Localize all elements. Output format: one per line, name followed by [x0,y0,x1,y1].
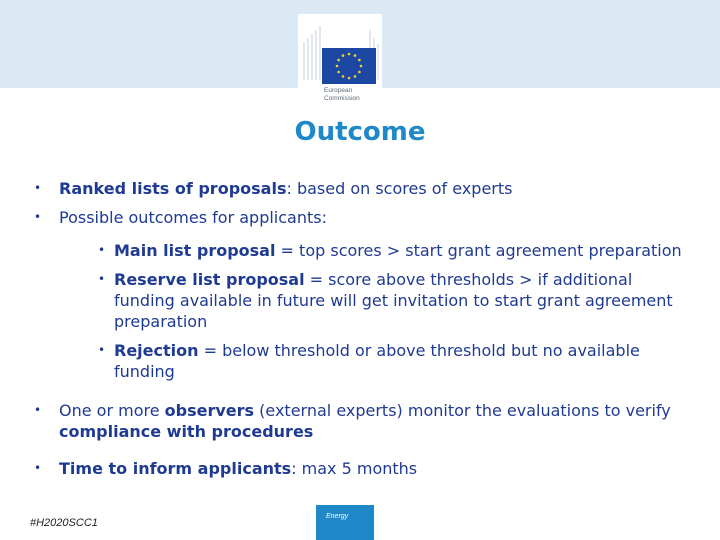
emphasis-text: Reserve list proposal [114,270,305,289]
emphasis-text: Time to inform applicants [59,459,292,478]
emphasis-text: Rejection [114,341,199,360]
logo-text: European Commission [324,87,360,102]
bullet-dot-icon: • [34,181,42,195]
commission-building-icon [298,14,382,86]
energy-label: Energy [326,513,349,520]
bullet-dot-icon: • [98,243,106,257]
list-item [34,178,694,199]
sub-list-item [34,340,694,382]
list-item [34,207,694,228]
body-text: = score above thresholds > if additional funding available in future will get invitation to start grant agreement preparation [114,270,673,331]
bullet-dot-icon: • [34,210,42,224]
list-item [34,400,694,442]
body-text: (external experts) monitor the evaluations to verify [254,401,671,420]
body-text: : based on scores of experts [286,179,513,198]
body-text: = below threshold or above threshold but no available funding [114,341,640,381]
bullet-list [34,170,694,479]
european-commission-logo [298,14,382,108]
emphasis-text: Main list proposal [114,241,276,260]
hashtag-label: #H2020SCC1 [30,517,98,529]
bullet-dot-icon: • [98,343,106,357]
emphasis-text: compliance with procedures [59,422,314,441]
list-item [34,458,694,479]
sub-list-item [34,269,694,332]
emphasis-text: Ranked lists of proposals [59,179,287,198]
body-text: Possible outcomes for applicants: [59,208,327,227]
sub-list-item [34,240,694,261]
body-text: : max 5 months [291,459,418,478]
energy-badge [316,505,374,540]
slide-title: Outcome [294,117,426,147]
bullet-dot-icon: • [98,272,106,286]
body-text: = top scores > start grant agreement preparation [275,241,682,260]
bullet-dot-icon: • [34,461,42,475]
bullet-dot-icon: • [34,403,42,417]
emphasis-text: observers [164,401,255,420]
body-text: One or more [59,401,165,420]
